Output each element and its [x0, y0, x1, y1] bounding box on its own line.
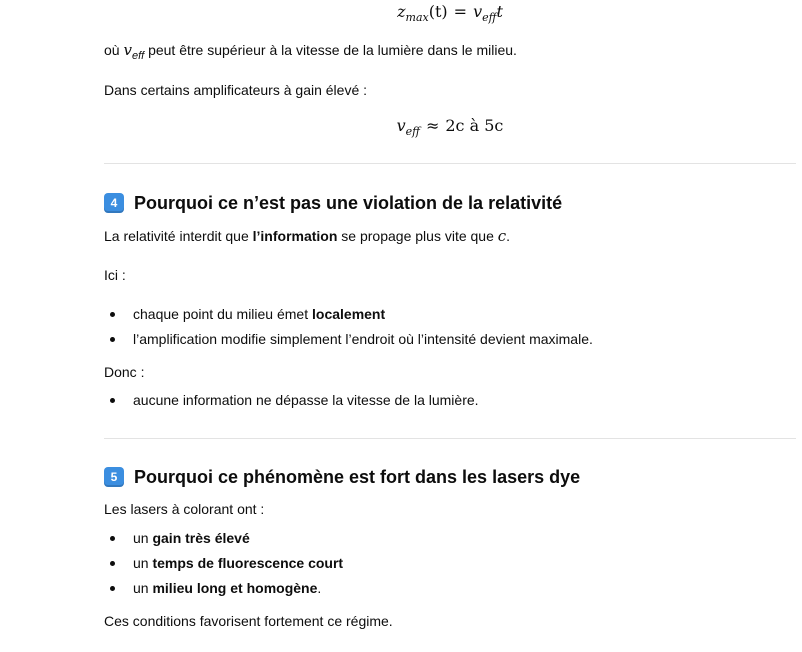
paragraph-ici	[104, 265, 126, 285]
paragraph-dye-lasers	[104, 499, 264, 519]
eq-approx: ≈	[425, 116, 440, 135]
bold-text: localement	[312, 306, 386, 322]
text: se propage plus vite que	[337, 228, 498, 244]
divider	[104, 163, 796, 164]
text: aucune information ne dépasse la vitesse de la lumière.	[133, 392, 479, 408]
paragraph-veff-explanation	[104, 40, 517, 66]
bold-text: gain très élevé	[152, 530, 250, 546]
text: La relativité interdit que	[104, 228, 253, 244]
text: chaque point du milieu émet	[133, 306, 312, 322]
text: l’amplification modifie simplement l’endroit où l’intensité devient maximale.	[133, 331, 593, 347]
text: peut être supérieur à la vitesse de la lumière dans le milieu.	[144, 42, 517, 58]
text: Ici :	[104, 267, 126, 283]
text: .	[317, 580, 322, 596]
text: un	[133, 530, 153, 546]
eq-range: 2c à 5c	[445, 116, 504, 135]
bold-text: temps de fluorescence court	[152, 555, 344, 571]
section-4-title: Pourquoi ce n’est pas une violation de la relativité	[134, 193, 563, 213]
inline-math-v: v	[123, 41, 132, 59]
bullet-dot	[110, 398, 115, 403]
eq-v-sub: eff	[482, 11, 497, 24]
text: Donc :	[104, 364, 145, 380]
paragraph-amplifiers	[104, 80, 367, 100]
eq-z-sub: max	[405, 11, 429, 24]
inline-math-c: c	[497, 227, 507, 245]
bullet-dot	[110, 586, 115, 591]
eq-z: z	[397, 2, 406, 21]
divider	[104, 438, 796, 439]
equation-zmax	[104, 2, 796, 24]
section-5-heading	[104, 465, 580, 489]
eq-v: v	[473, 2, 483, 21]
eq-arg: (t)	[428, 2, 448, 21]
text: Les lasers à colorant ont :	[104, 501, 265, 517]
text: .	[506, 228, 511, 244]
eq-t: t	[496, 2, 503, 21]
bullet-dot	[110, 337, 115, 342]
bold-text: milieu long et homogène	[152, 580, 318, 596]
keycap-5-icon: 5	[104, 467, 124, 487]
text: où	[104, 42, 124, 58]
bullet-dot	[110, 536, 115, 541]
bullet-dot	[110, 561, 115, 566]
text: un	[133, 555, 153, 571]
section-5-title: Pourquoi ce phénomène est fort dans les lasers dye	[134, 467, 581, 487]
text: Ces conditions favorisent fortement ce régime.	[104, 613, 393, 629]
paragraph-donc	[104, 362, 144, 382]
eq-v: v	[396, 116, 406, 135]
text: Dans certains amplificateurs à gain élevé :	[104, 82, 368, 98]
bullet-dot	[110, 312, 115, 317]
inline-math-sub: eff	[131, 50, 145, 62]
eq-rel: =	[453, 2, 468, 21]
paragraph-relativity	[104, 226, 510, 246]
section-4-heading	[104, 191, 562, 215]
bold-text: l’information	[252, 228, 338, 244]
text: un	[133, 580, 153, 596]
keycap-4-icon: 4	[104, 193, 124, 213]
eq-v-sub: eff	[405, 125, 420, 138]
paragraph-conclusion	[104, 611, 393, 631]
equation-veff	[104, 116, 796, 138]
